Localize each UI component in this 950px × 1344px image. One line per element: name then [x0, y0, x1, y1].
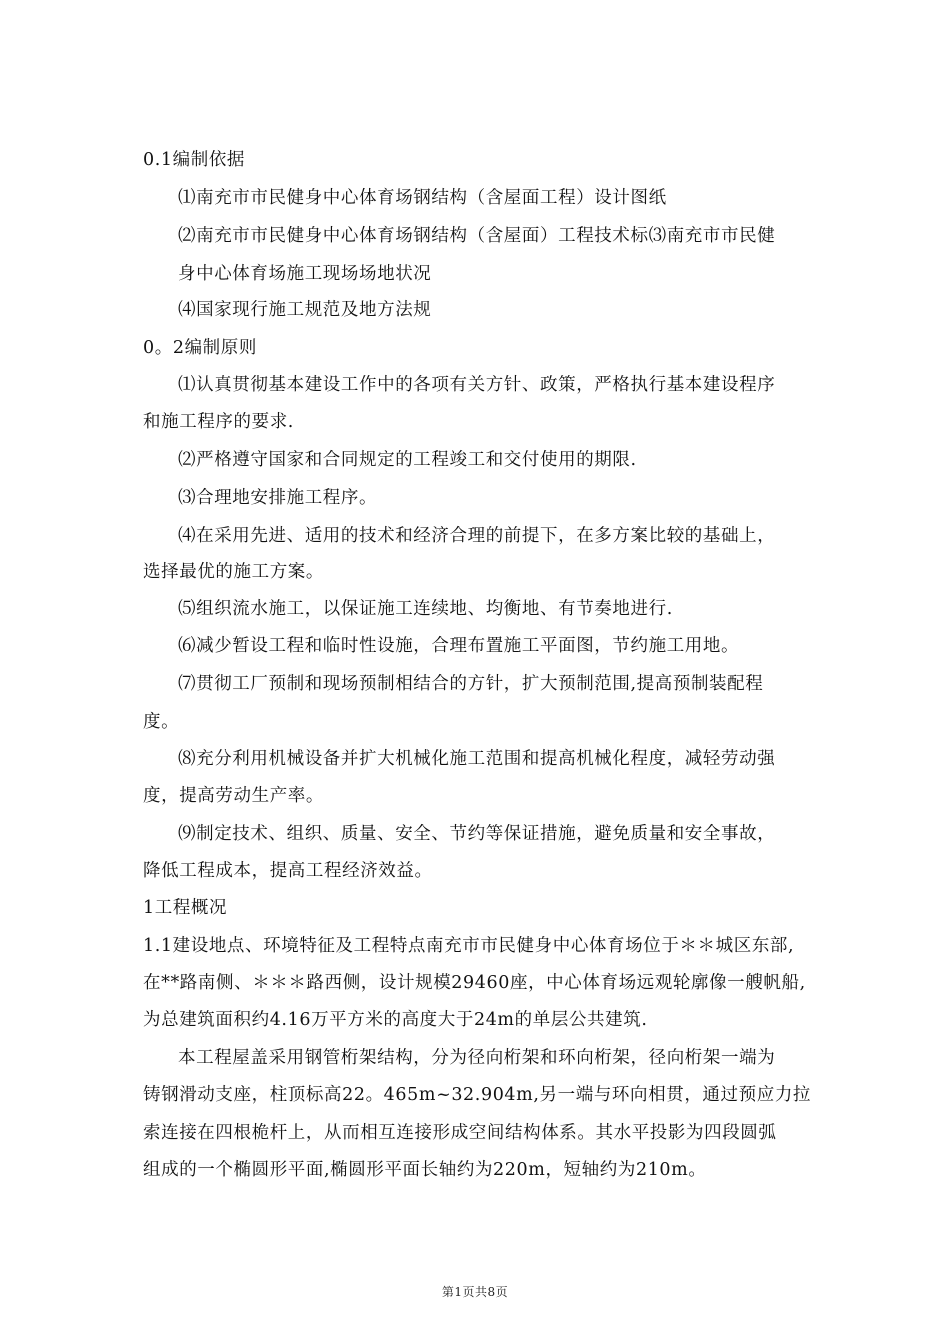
paragraph-line: 为总建筑面积约4.16万平方米的高度大于24m的单层公共建筑.	[143, 1010, 648, 1030]
paragraph-line: 铸钢滑动支座，柱顶标高22。465m~32.904m,另一端与环向相贯，通过预应力拉	[143, 1085, 812, 1105]
list-item-continuation: 度。	[143, 712, 180, 732]
list-item-continuation: 降低工程成本，提高工程经济效益。	[143, 861, 433, 881]
list-item: ⑷在采用先进、适用的技术和经济合理的前提下，在多方案比较的基础上，	[178, 526, 776, 546]
heading-principles: 0。2编制原则	[143, 338, 257, 358]
list-item-continuation: 和施工程序的要求.	[143, 412, 294, 432]
list-item: ⑹减少暂设工程和临时性设施，合理布置施工平面图，节约施工用地。	[178, 636, 740, 656]
list-item: ⑴认真贯彻基本建设工作中的各项有关方针、政策，严格执行基本建设程序	[178, 375, 776, 395]
heading-basis: 0.1编制依据	[143, 150, 246, 170]
paragraph-line: 索连接在四根桅杆上，从而相互连接形成空间结构体系。其水平投影为四段圆弧	[143, 1123, 777, 1143]
list-item: ⑵南充市市民健身中心体育场钢结构（含屋面）工程技术标⑶南充市市民健	[178, 226, 776, 246]
list-item: ⑻充分利用机械设备并扩大机械化施工范围和提高机械化程度，减轻劳动强	[178, 749, 776, 769]
list-item-continuation: 选择最优的施工方案。	[143, 562, 324, 582]
paragraph-line: 本工程屋盖采用钢管桁架结构，分为径向桁架和环向桁架，径向桁架一端为	[178, 1048, 776, 1068]
list-item: ⑼制定技术、组织、质量、安全、节约等保证措施，避免质量和安全事故，	[178, 824, 776, 844]
list-item-continuation: 度，提高劳动生产率。	[143, 786, 324, 806]
list-item: ⑷国家现行施工规范及地方法规	[178, 300, 432, 320]
page-number: 第1页共8页	[441, 1285, 509, 1299]
list-item: ⑴南充市市民健身中心体育场钢结构（含屋面工程）设计图纸	[178, 188, 667, 208]
list-item-continuation: 身中心体育场施工现场场地状况	[178, 264, 432, 284]
list-item: ⑸组织流水施工，以保证施工连续地、均衡地、有节奏地进行.	[178, 599, 673, 619]
list-item: ⑶合理地安排施工程序。	[178, 488, 378, 508]
paragraph-line: 1.1建设地点、环境特征及工程特点南充市市民健身中心体育场位于＊＊城区东部,	[143, 936, 795, 956]
list-item: ⑵严格遵守国家和合同规定的工程竣工和交付使用的期限.	[178, 450, 637, 470]
paragraph-line: 在**路南侧、＊＊＊路西侧，设计规模29460座，中心体育场远观轮廓像一艘帆船,	[143, 973, 806, 993]
heading-overview: 1工程概况	[143, 898, 228, 918]
list-item: ⑺贯彻工厂预制和现场预制相结合的方针，扩大预制范围,提高预制装配程	[178, 674, 764, 694]
paragraph-line: 组成的一个椭圆形平面,椭圆形平面长轴约为220m，短轴约为210m。	[143, 1160, 707, 1180]
